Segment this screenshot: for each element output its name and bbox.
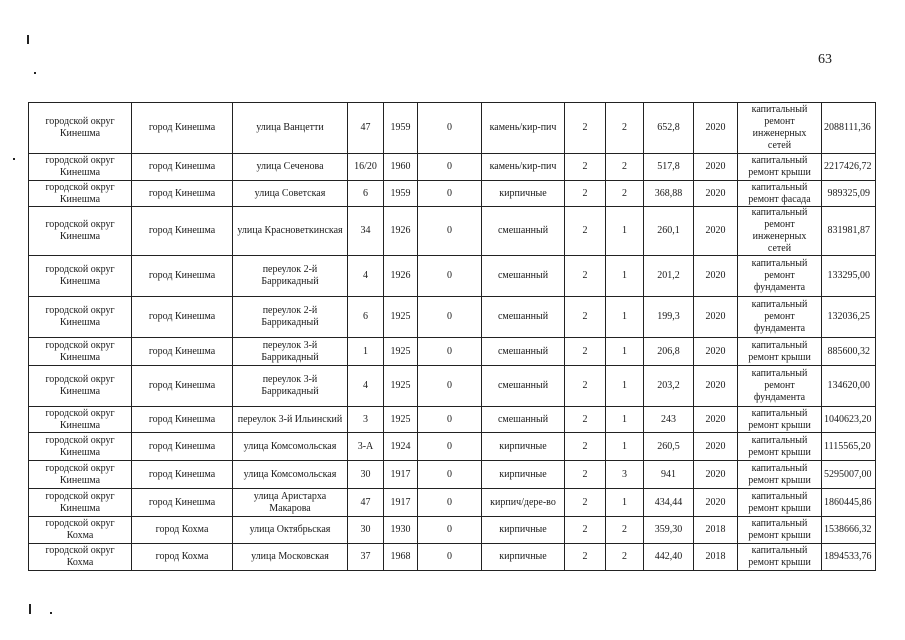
zero-value-cell: 0 [418, 407, 482, 433]
count-a-cell: 2 [565, 181, 606, 207]
count-a-cell: 2 [565, 256, 606, 297]
cost-cell: 134620,00 [822, 366, 876, 407]
count-a-cell: 2 [565, 207, 606, 256]
street-cell: переулок 3-й Баррикадный [233, 366, 348, 407]
street-cell: улица Аристарха Макарова [233, 489, 348, 517]
wall-material-cell: камень/кир-пич [482, 103, 565, 154]
district-cell: городской округ Кинешма [29, 207, 132, 256]
count-a-cell: 2 [565, 103, 606, 154]
table-row [29, 461, 876, 489]
work-type-cell: капитальный ремонт инженерных сетей [738, 207, 822, 256]
year-built-cell: 1925 [384, 407, 418, 433]
wall-material-cell: камень/кир-пич [482, 154, 565, 181]
street-cell: улица Сеченова [233, 154, 348, 181]
street-cell: улица Комсомольская [233, 461, 348, 489]
count-b-cell: 3 [606, 461, 644, 489]
wall-material-cell: кирпичные [482, 433, 565, 461]
street-cell: улица Октябрьская [233, 517, 348, 544]
street-cell: переулок 3-й Ильинский [233, 407, 348, 433]
plan-year-cell: 2020 [694, 433, 738, 461]
plan-year-cell: 2020 [694, 489, 738, 517]
count-b-cell: 2 [606, 103, 644, 154]
count-b-cell: 1 [606, 366, 644, 407]
settlement-cell: город Кинешма [132, 489, 233, 517]
settlement-cell: город Кинешма [132, 154, 233, 181]
cost-cell: 989325,09 [822, 181, 876, 207]
area-cell: 359,30 [644, 517, 694, 544]
housing-registry-table [28, 102, 876, 571]
count-b-cell: 2 [606, 544, 644, 571]
work-type-cell: капитальный ремонт крыши [738, 407, 822, 433]
work-type-cell: капитальный ремонт фасада [738, 181, 822, 207]
year-built-cell: 1968 [384, 544, 418, 571]
count-b-cell: 1 [606, 338, 644, 366]
wall-material-cell: смешанный [482, 297, 565, 338]
area-cell: 434,44 [644, 489, 694, 517]
table-row [29, 433, 876, 461]
zero-value-cell: 0 [418, 154, 482, 181]
street-cell: улица Ванцетти [233, 103, 348, 154]
district-cell: городской округ Кинешма [29, 461, 132, 489]
settlement-cell: город Кохма [132, 544, 233, 571]
district-cell: городской округ Кинешма [29, 407, 132, 433]
table-row [29, 338, 876, 366]
cost-cell: 5295007,00 [822, 461, 876, 489]
cost-cell: 132036,25 [822, 297, 876, 338]
count-b-cell: 1 [606, 433, 644, 461]
plan-year-cell: 2020 [694, 207, 738, 256]
table-row [29, 181, 876, 207]
wall-material-cell: смешанный [482, 207, 565, 256]
work-type-cell: капитальный ремонт крыши [738, 338, 822, 366]
zero-value-cell: 0 [418, 181, 482, 207]
cost-cell: 1115565,20 [822, 433, 876, 461]
settlement-cell: город Кохма [132, 517, 233, 544]
count-a-cell: 2 [565, 489, 606, 517]
cost-cell: 133295,00 [822, 256, 876, 297]
district-cell: городской округ Кохма [29, 544, 132, 571]
house-number-cell: 6 [348, 181, 384, 207]
district-cell: городской округ Кохма [29, 517, 132, 544]
area-cell: 368,88 [644, 181, 694, 207]
count-a-cell: 2 [565, 517, 606, 544]
settlement-cell: город Кинешма [132, 338, 233, 366]
house-number-cell: 37 [348, 544, 384, 571]
wall-material-cell: смешанный [482, 407, 565, 433]
zero-value-cell: 0 [418, 517, 482, 544]
plan-year-cell: 2020 [694, 181, 738, 207]
table-body [29, 103, 876, 571]
plan-year-cell: 2020 [694, 338, 738, 366]
settlement-cell: город Кинешма [132, 433, 233, 461]
count-a-cell: 2 [565, 366, 606, 407]
area-cell: 199,3 [644, 297, 694, 338]
year-built-cell: 1926 [384, 207, 418, 256]
year-built-cell: 1924 [384, 433, 418, 461]
zero-value-cell: 0 [418, 461, 482, 489]
district-cell: городской округ Кинешма [29, 338, 132, 366]
plan-year-cell: 2018 [694, 517, 738, 544]
count-a-cell: 2 [565, 338, 606, 366]
count-a-cell: 2 [565, 461, 606, 489]
wall-material-cell: смешанный [482, 338, 565, 366]
count-a-cell: 2 [565, 433, 606, 461]
work-type-cell: капитальный ремонт фундамента [738, 256, 822, 297]
house-number-cell: 16/20 [348, 154, 384, 181]
zero-value-cell: 0 [418, 338, 482, 366]
zero-value-cell: 0 [418, 489, 482, 517]
zero-value-cell: 0 [418, 366, 482, 407]
house-number-cell: 30 [348, 461, 384, 489]
table-row [29, 489, 876, 517]
table-row [29, 517, 876, 544]
year-built-cell: 1959 [384, 103, 418, 154]
area-cell: 203,2 [644, 366, 694, 407]
area-cell: 517,8 [644, 154, 694, 181]
house-number-cell: 3 [348, 407, 384, 433]
zero-value-cell: 0 [418, 256, 482, 297]
plan-year-cell: 2020 [694, 256, 738, 297]
house-number-cell: 1 [348, 338, 384, 366]
district-cell: городской округ Кинешма [29, 433, 132, 461]
zero-value-cell: 0 [418, 544, 482, 571]
settlement-cell: город Кинешма [132, 366, 233, 407]
settlement-cell: город Кинешма [132, 181, 233, 207]
house-number-cell: 47 [348, 103, 384, 154]
table-row [29, 366, 876, 407]
cost-cell: 2088111,36 [822, 103, 876, 154]
cost-cell: 1860445,86 [822, 489, 876, 517]
wall-material-cell: смешанный [482, 256, 565, 297]
house-number-cell: 30 [348, 517, 384, 544]
count-b-cell: 1 [606, 256, 644, 297]
work-type-cell: капитальный ремонт фундамента [738, 366, 822, 407]
house-number-cell: 34 [348, 207, 384, 256]
street-cell: переулок 3-й Баррикадный [233, 338, 348, 366]
count-a-cell: 2 [565, 154, 606, 181]
zero-value-cell: 0 [418, 207, 482, 256]
settlement-cell: город Кинешма [132, 103, 233, 154]
table-row [29, 256, 876, 297]
wall-material-cell: смешанный [482, 366, 565, 407]
plan-year-cell: 2020 [694, 297, 738, 338]
table-row [29, 154, 876, 181]
scan-mark [13, 158, 15, 160]
cost-cell: 831981,87 [822, 207, 876, 256]
district-cell: городской округ Кинешма [29, 181, 132, 207]
year-built-cell: 1917 [384, 489, 418, 517]
count-b-cell: 1 [606, 407, 644, 433]
settlement-cell: город Кинешма [132, 297, 233, 338]
zero-value-cell: 0 [418, 297, 482, 338]
work-type-cell: капитальный ремонт инженерных сетей [738, 103, 822, 154]
district-cell: городской округ Кинешма [29, 256, 132, 297]
plan-year-cell: 2020 [694, 366, 738, 407]
area-cell: 243 [644, 407, 694, 433]
zero-value-cell: 0 [418, 103, 482, 154]
scan-mark [29, 604, 31, 614]
area-cell: 201,2 [644, 256, 694, 297]
count-a-cell: 2 [565, 544, 606, 571]
street-cell: переулок 2-й Баррикадный [233, 256, 348, 297]
scan-mark [50, 612, 52, 614]
year-built-cell: 1959 [384, 181, 418, 207]
district-cell: городской округ Кинешма [29, 297, 132, 338]
count-b-cell: 2 [606, 517, 644, 544]
count-a-cell: 2 [565, 407, 606, 433]
count-b-cell: 1 [606, 489, 644, 517]
area-cell: 652,8 [644, 103, 694, 154]
year-built-cell: 1917 [384, 461, 418, 489]
count-b-cell: 1 [606, 207, 644, 256]
district-cell: городской округ Кинешма [29, 366, 132, 407]
count-b-cell: 2 [606, 181, 644, 207]
wall-material-cell: кирпич/дере-во [482, 489, 565, 517]
settlement-cell: город Кинешма [132, 207, 233, 256]
wall-material-cell: кирпичные [482, 517, 565, 544]
street-cell: переулок 2-й Баррикадный [233, 297, 348, 338]
house-number-cell: 4 [348, 256, 384, 297]
street-cell: улица Комсомольская [233, 433, 348, 461]
cost-cell: 1894533,76 [822, 544, 876, 571]
street-cell: улица Красноветкинская [233, 207, 348, 256]
plan-year-cell: 2020 [694, 461, 738, 489]
year-built-cell: 1960 [384, 154, 418, 181]
area-cell: 206,8 [644, 338, 694, 366]
area-cell: 442,40 [644, 544, 694, 571]
cost-cell: 1538666,32 [822, 517, 876, 544]
street-cell: улица Московская [233, 544, 348, 571]
plan-year-cell: 2018 [694, 544, 738, 571]
page-number: 63 [818, 52, 832, 67]
table-row [29, 297, 876, 338]
plan-year-cell: 2020 [694, 154, 738, 181]
year-built-cell: 1926 [384, 256, 418, 297]
zero-value-cell: 0 [418, 433, 482, 461]
wall-material-cell: кирпичные [482, 181, 565, 207]
table-row [29, 407, 876, 433]
district-cell: городской округ Кинешма [29, 154, 132, 181]
table-row [29, 207, 876, 256]
year-built-cell: 1925 [384, 297, 418, 338]
plan-year-cell: 2020 [694, 103, 738, 154]
settlement-cell: город Кинешма [132, 461, 233, 489]
street-cell: улица Советская [233, 181, 348, 207]
house-number-cell: 6 [348, 297, 384, 338]
cost-cell: 2217426,72 [822, 154, 876, 181]
work-type-cell: капитальный ремонт крыши [738, 433, 822, 461]
table-row [29, 103, 876, 154]
settlement-cell: город Кинешма [132, 256, 233, 297]
work-type-cell: капитальный ремонт крыши [738, 544, 822, 571]
district-cell: городской округ Кинешма [29, 489, 132, 517]
cost-cell: 885600,32 [822, 338, 876, 366]
work-type-cell: капитальный ремонт крыши [738, 489, 822, 517]
year-built-cell: 1925 [384, 338, 418, 366]
year-built-cell: 1930 [384, 517, 418, 544]
wall-material-cell: кирпичные [482, 461, 565, 489]
plan-year-cell: 2020 [694, 407, 738, 433]
house-number-cell: 3-А [348, 433, 384, 461]
scan-mark [27, 35, 29, 44]
year-built-cell: 1925 [384, 366, 418, 407]
work-type-cell: капитальный ремонт крыши [738, 461, 822, 489]
area-cell: 260,1 [644, 207, 694, 256]
area-cell: 941 [644, 461, 694, 489]
district-cell: городской округ Кинешма [29, 103, 132, 154]
cost-cell: 1040623,20 [822, 407, 876, 433]
wall-material-cell: кирпичные [482, 544, 565, 571]
settlement-cell: город Кинешма [132, 407, 233, 433]
work-type-cell: капитальный ремонт фундамента [738, 297, 822, 338]
work-type-cell: капитальный ремонт крыши [738, 154, 822, 181]
count-b-cell: 1 [606, 297, 644, 338]
work-type-cell: капитальный ремонт крыши [738, 517, 822, 544]
count-a-cell: 2 [565, 297, 606, 338]
count-b-cell: 2 [606, 154, 644, 181]
scan-mark [34, 72, 36, 74]
area-cell: 260,5 [644, 433, 694, 461]
table-row [29, 544, 876, 571]
house-number-cell: 47 [348, 489, 384, 517]
house-number-cell: 4 [348, 366, 384, 407]
